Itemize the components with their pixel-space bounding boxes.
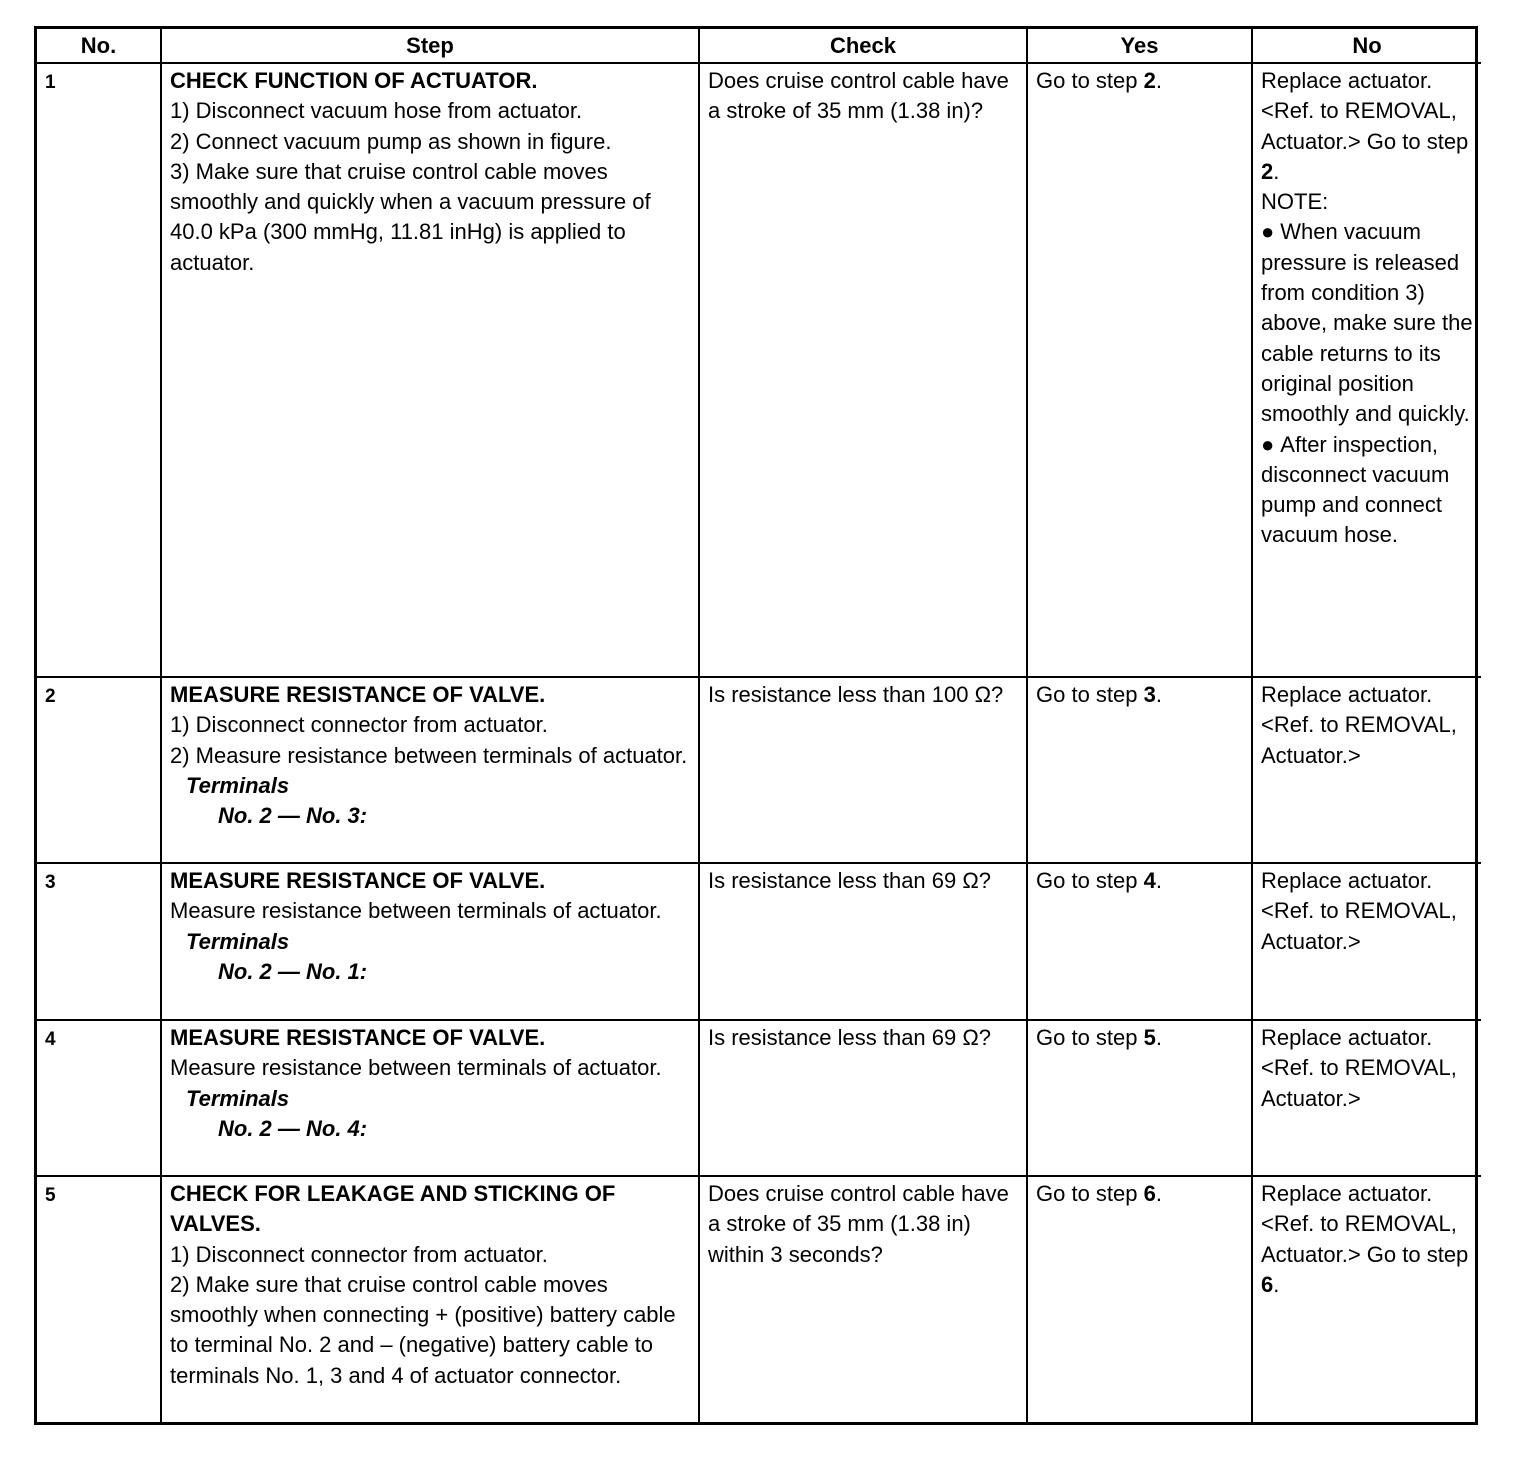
terminals-label: Terminals: [186, 928, 290, 954]
step-number: 3: [37, 863, 161, 1020]
note-bullet-text: When vacuum pressure is released from condition 3) above, make sure the cable returns to its original position smoothly and quickly.: [1261, 219, 1473, 427]
yes-prefix: Go to step: [1036, 1025, 1144, 1050]
step-line: 2) Connect vacuum pump as shown in figure.: [170, 128, 612, 154]
step-cell: [161, 1176, 699, 1422]
step-cell: [161, 63, 699, 677]
yes-suffix: .: [1155, 1181, 1162, 1206]
step-line: 2) Make sure that cruise control cable moves smoothly when connecting + (positive) battery cable to terminal No. 2 and – (negative) battery cable to terminals No. 1, 3 and 4 of actuator connector.: [170, 1271, 676, 1388]
header-step: Step: [161, 29, 699, 63]
no-cell: Replace actuator. <Ref. to REMOVAL, Actuator.>: [1252, 863, 1481, 1020]
table-row: [37, 1020, 1481, 1176]
table-row: [37, 863, 1481, 1020]
step-number: 5: [37, 1176, 161, 1422]
step-line: Measure resistance between terminals of actuator.: [170, 1055, 662, 1081]
step-cell: [161, 863, 699, 1020]
step-number: 1: [37, 63, 161, 677]
step-line: 1) Disconnect connector from actuator.: [170, 712, 548, 738]
step-line: 3) Make sure that cruise control cable moves smoothly and quickly when a vacuum pressure of 40.0 kPa (300 mmHg, 11.81 inHg) is applied to actuator.: [170, 158, 651, 275]
check-cell: Is resistance less than 69 Ω?: [699, 863, 1027, 1020]
step-line: 1) Disconnect connector from actuator.: [170, 1241, 548, 1267]
note-bullet: [1261, 430, 1473, 551]
bullet-dot-icon: ●: [1261, 431, 1275, 457]
yes-step-ref: 6: [1143, 1181, 1156, 1206]
yes-cell: [1027, 863, 1252, 1020]
yes-cell: [1027, 63, 1252, 677]
no-suffix: .: [1273, 158, 1280, 184]
step-number: 2: [37, 677, 161, 863]
yes-step-ref: 2: [1143, 68, 1156, 93]
no-cell: Replace actuator. <Ref. to REMOVAL, Actuator.>: [1252, 1020, 1481, 1176]
terminals-value: No. 2 — No. 3:: [218, 803, 368, 829]
no-text: Replace actuator. <Ref. to REMOVAL, Actuator.> Go to step: [1261, 68, 1469, 154]
step-number: 4: [37, 1020, 161, 1176]
diagnostic-table-sheet: [34, 26, 1478, 1425]
header-no-result: No: [1252, 29, 1481, 63]
step-title: MEASURE RESISTANCE OF VALVE.: [170, 1025, 546, 1050]
yes-prefix: Go to step: [1036, 1181, 1144, 1206]
note-bullet: [1261, 217, 1473, 429]
terminals-label: Terminals: [186, 1085, 290, 1111]
no-step-ref: 6: [1261, 1271, 1274, 1297]
yes-cell: [1027, 1020, 1252, 1176]
step-title: CHECK FOR LEAKAGE AND STICKING OF VALVES.: [170, 1181, 616, 1237]
check-cell: Is resistance less than 69 Ω?: [699, 1020, 1027, 1176]
yes-cell: [1027, 677, 1252, 863]
diagnostic-table: [37, 29, 1481, 1422]
step-title: MEASURE RESISTANCE OF VALVE.: [170, 682, 546, 707]
table-row: [37, 63, 1481, 677]
step-cell: [161, 677, 699, 863]
step-cell: [161, 1020, 699, 1176]
note-label: NOTE:: [1261, 189, 1329, 215]
terminals-value: No. 2 — No. 4:: [218, 1115, 368, 1141]
yes-prefix: Go to step: [1036, 68, 1144, 93]
no-cell: [1252, 1176, 1481, 1422]
no-cell: [1252, 63, 1481, 677]
no-step-ref: 2: [1261, 158, 1274, 184]
check-cell: Is resistance less than 100 Ω?: [699, 677, 1027, 863]
no-cell: Replace actuator. <Ref. to REMOVAL, Actuator.>: [1252, 677, 1481, 863]
yes-prefix: Go to step: [1036, 682, 1144, 707]
bullet-dot-icon: ●: [1261, 219, 1275, 245]
table-row: [37, 677, 1481, 863]
header-row: [37, 29, 1481, 63]
terminals-label: Terminals: [186, 772, 290, 798]
yes-cell: [1027, 1176, 1252, 1422]
step-line: 1) Disconnect vacuum hose from actuator.: [170, 98, 583, 124]
header-check: Check: [699, 29, 1027, 63]
step-line: 2) Measure resistance between terminals of actuator.: [170, 742, 688, 768]
table-row: [37, 1176, 1481, 1422]
yes-suffix: .: [1155, 68, 1162, 93]
note-bullet-text: After inspection, disconnect vacuum pump and connect vacuum hose.: [1261, 431, 1450, 548]
check-cell: Does cruise control cable have a stroke of 35 mm (1.38 in) within 3 seconds?: [699, 1176, 1027, 1422]
header-yes: Yes: [1027, 29, 1252, 63]
yes-step-ref: 3: [1143, 682, 1156, 707]
check-cell: Does cruise control cable have a stroke of 35 mm (1.38 in)?: [699, 63, 1027, 677]
terminals-value: No. 2 — No. 1:: [218, 958, 368, 984]
no-suffix: .: [1273, 1271, 1280, 1297]
yes-step-ref: 4: [1143, 868, 1156, 893]
yes-suffix: .: [1155, 1025, 1162, 1050]
no-text: Replace actuator. <Ref. to REMOVAL, Actuator.> Go to step: [1261, 1181, 1469, 1267]
step-line: Measure resistance between terminals of actuator.: [170, 898, 662, 924]
yes-suffix: .: [1155, 868, 1162, 893]
yes-step-ref: 5: [1143, 1025, 1156, 1050]
yes-prefix: Go to step: [1036, 868, 1144, 893]
step-title: MEASURE RESISTANCE OF VALVE.: [170, 868, 546, 893]
header-no: No.: [37, 29, 161, 63]
step-title: CHECK FUNCTION OF ACTUATOR.: [170, 68, 538, 93]
yes-suffix: .: [1155, 682, 1162, 707]
